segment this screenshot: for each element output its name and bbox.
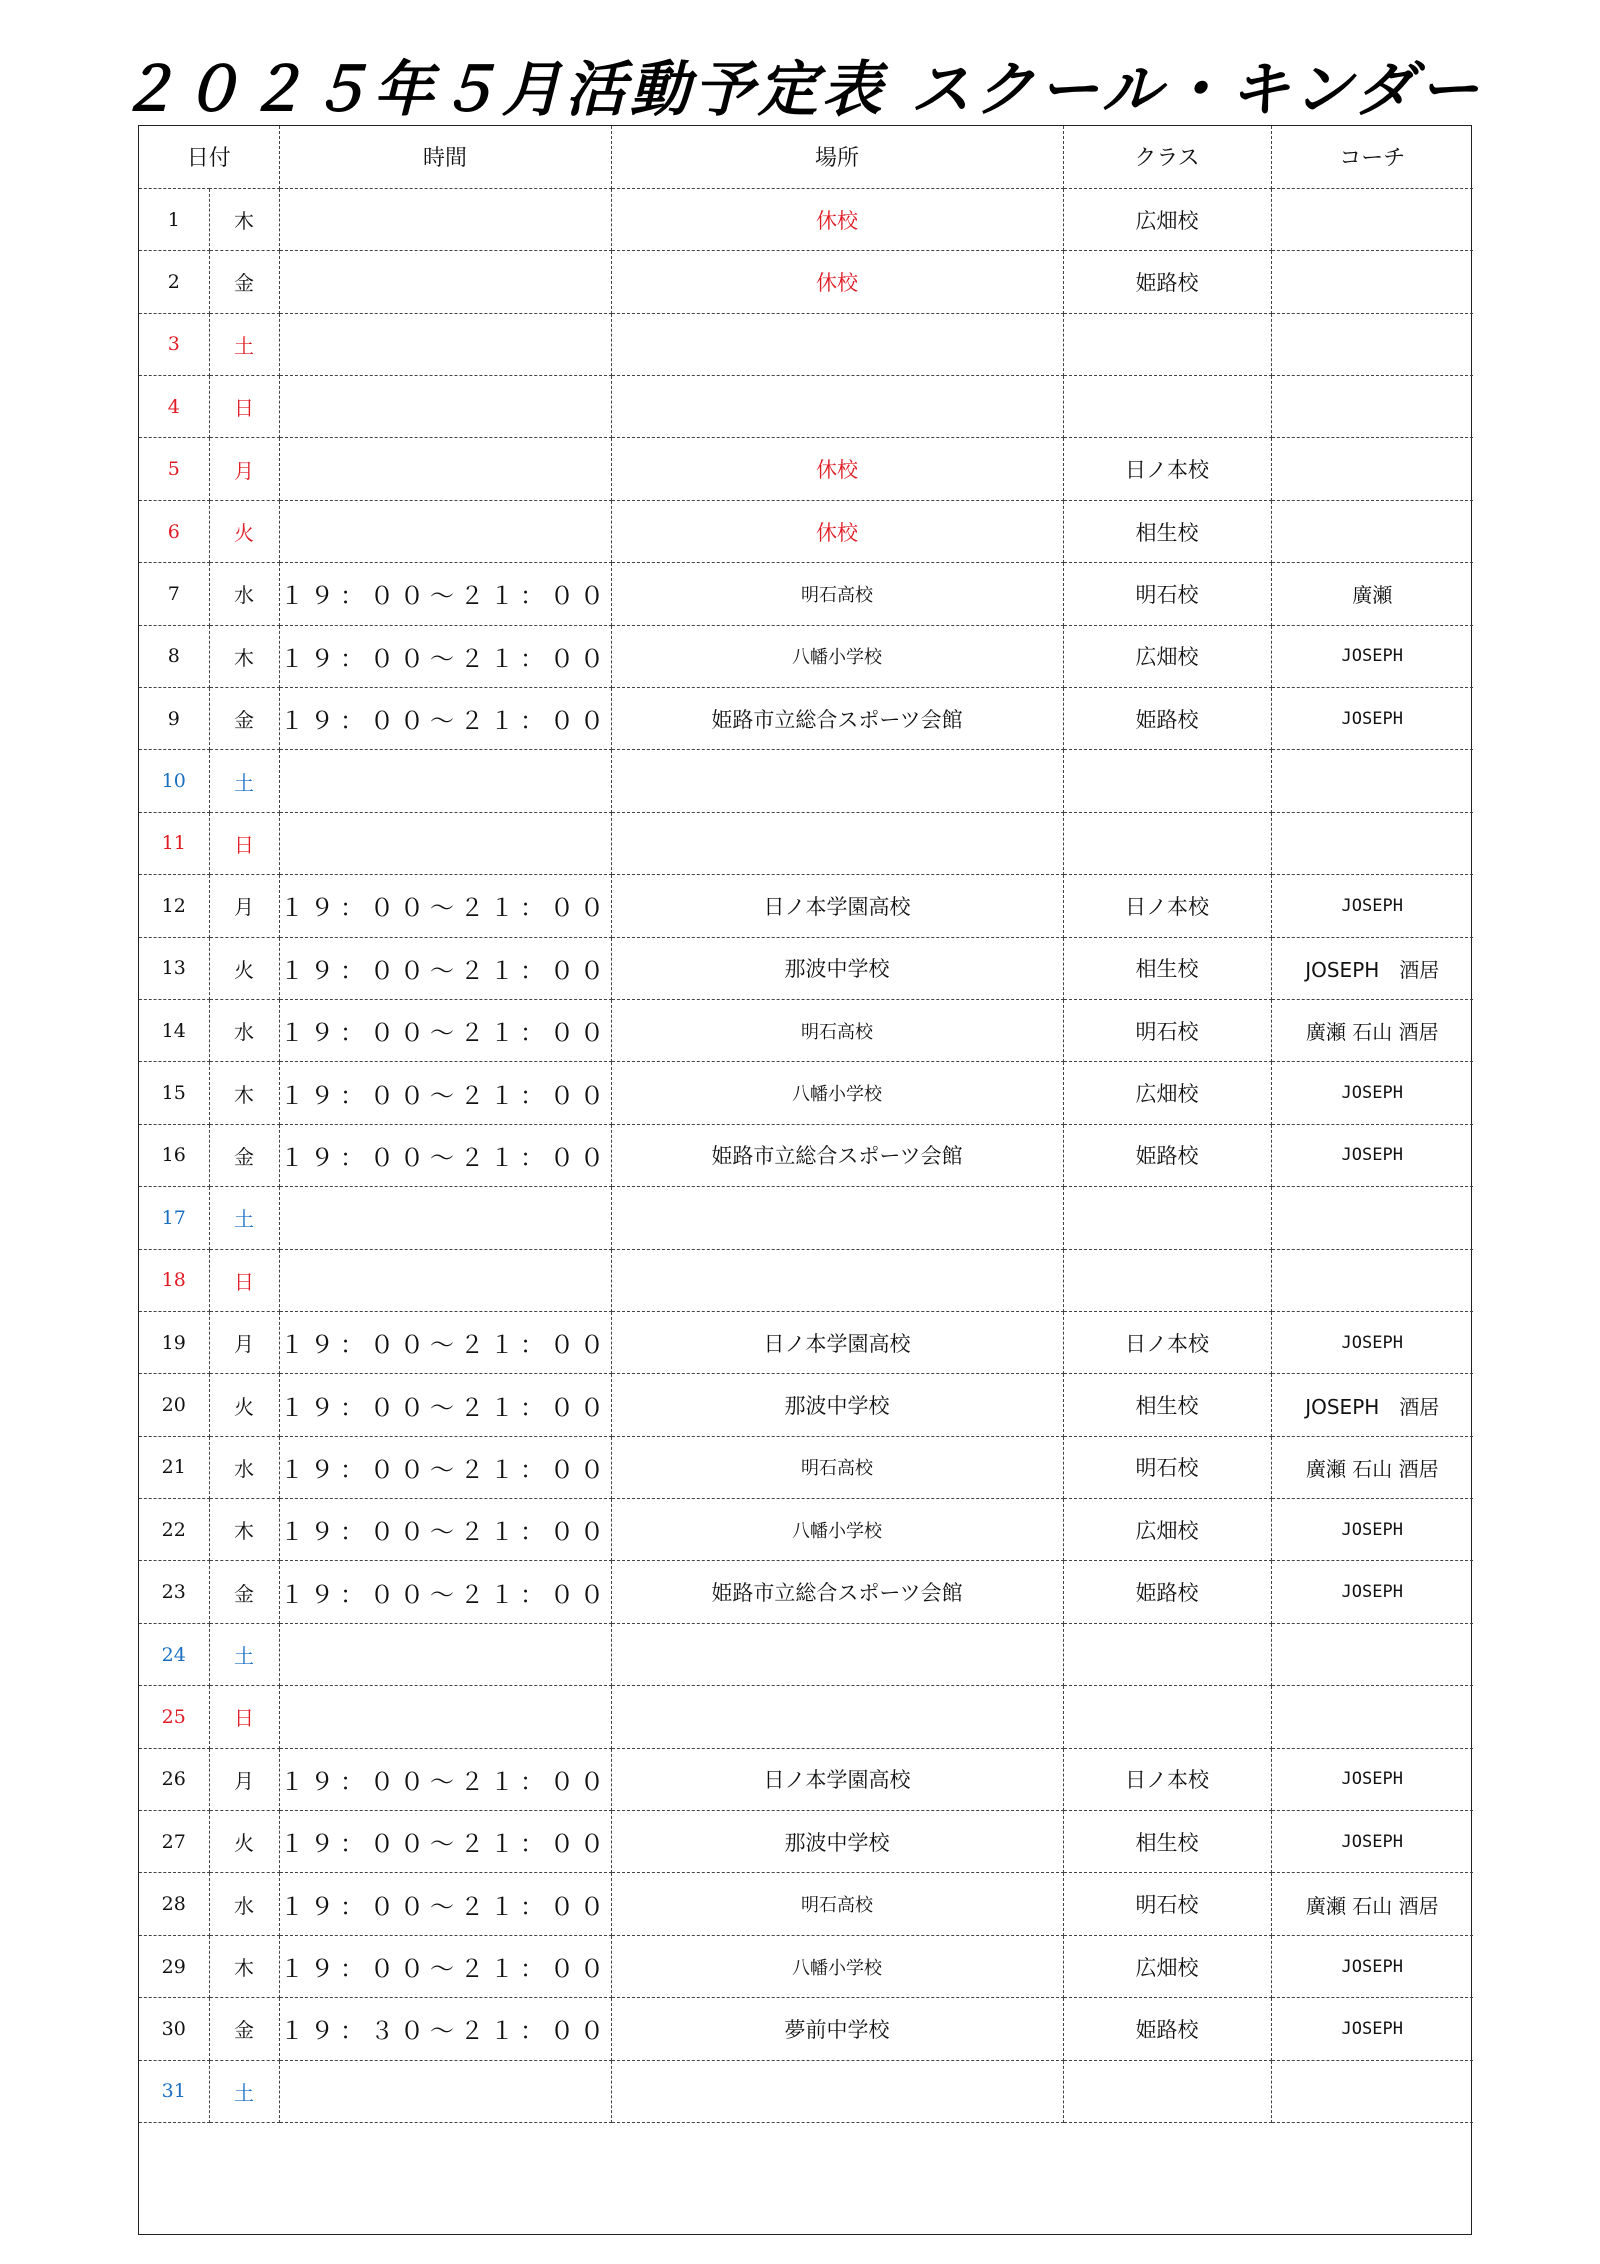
place-cell: 明石高校 (611, 1873, 1063, 1935)
time-cell (279, 251, 611, 313)
day-number-cell: 18 (139, 1249, 209, 1311)
coach-cell: 廣瀬 石山 酒居 (1271, 1873, 1473, 1935)
day-of-week-cell: 月 (209, 1311, 279, 1373)
place-cell: 休校 (611, 188, 1063, 250)
day-of-week-cell: 水 (209, 1873, 279, 1935)
day-number-cell: 16 (139, 1124, 209, 1186)
coach-cell: JOSEPH (1271, 1748, 1473, 1810)
table-row (139, 1623, 1473, 1685)
day-number-cell: 13 (139, 937, 209, 999)
table-row (139, 1436, 1473, 1498)
place-cell (611, 750, 1063, 812)
time-cell: １９：００～２１：００ (279, 1062, 611, 1124)
place-cell (611, 2060, 1063, 2122)
class-cell: 明石校 (1063, 1436, 1271, 1498)
time-cell (279, 313, 611, 375)
class-cell: 相生校 (1063, 1811, 1271, 1873)
coach-cell: JOSEPH 酒居 (1271, 937, 1473, 999)
table-row (139, 1935, 1473, 1997)
place-cell: 姫路市立総合スポーツ会館 (611, 1561, 1063, 1623)
time-cell: １９：００～２１：００ (279, 1499, 611, 1561)
table-row (139, 188, 1473, 250)
class-cell: 明石校 (1063, 999, 1271, 1061)
table-row (139, 1811, 1473, 1873)
coach-cell (1271, 376, 1473, 438)
class-cell (1063, 1187, 1271, 1249)
header-place: 場所 (611, 126, 1063, 188)
day-of-week-cell: 月 (209, 875, 279, 937)
coach-cell (1271, 500, 1473, 562)
day-of-week-cell: 月 (209, 438, 279, 500)
coach-cell (1271, 812, 1473, 874)
day-of-week-cell: 木 (209, 1499, 279, 1561)
place-cell: 休校 (611, 500, 1063, 562)
table-row (139, 937, 1473, 999)
header-time: 時間 (279, 126, 611, 188)
time-cell: １９：００～２１：００ (279, 999, 611, 1061)
day-of-week-cell: 土 (209, 750, 279, 812)
coach-cell (1271, 251, 1473, 313)
table-row (139, 251, 1473, 313)
table-row (139, 1311, 1473, 1373)
place-cell: 八幡小学校 (611, 1935, 1063, 1997)
class-cell (1063, 750, 1271, 812)
class-cell: 広畑校 (1063, 625, 1271, 687)
coach-cell: JOSEPH 酒居 (1271, 1374, 1473, 1436)
time-cell: １９：００～２１：００ (279, 875, 611, 937)
class-cell: 日ノ本校 (1063, 1748, 1271, 1810)
coach-cell (1271, 188, 1473, 250)
place-cell: 明石高校 (611, 563, 1063, 625)
place-cell: 那波中学校 (611, 1374, 1063, 1436)
class-cell: 広畑校 (1063, 1062, 1271, 1124)
day-of-week-cell: 日 (209, 1686, 279, 1748)
header-date: 日付 (139, 126, 279, 188)
coach-cell: 廣瀬 石山 酒居 (1271, 999, 1473, 1061)
time-cell (279, 2060, 611, 2122)
day-number-cell: 9 (139, 688, 209, 750)
day-of-week-cell: 土 (209, 313, 279, 375)
coach-cell: JOSEPH (1271, 1062, 1473, 1124)
day-number-cell: 23 (139, 1561, 209, 1623)
place-cell (611, 1623, 1063, 1685)
coach-cell (1271, 438, 1473, 500)
coach-cell: JOSEPH (1271, 1311, 1473, 1373)
place-cell: 八幡小学校 (611, 625, 1063, 687)
time-cell (279, 1249, 611, 1311)
place-cell: 日ノ本学園高校 (611, 1311, 1063, 1373)
class-cell: 日ノ本校 (1063, 1311, 1271, 1373)
table-row (139, 2060, 1473, 2122)
day-number-cell: 29 (139, 1935, 209, 1997)
time-cell: １９：００～２１：００ (279, 1935, 611, 1997)
day-number-cell: 19 (139, 1311, 209, 1373)
schedule-table (139, 126, 1473, 2237)
time-cell (279, 812, 611, 874)
schedule-body (139, 188, 1473, 2122)
place-cell: 明石高校 (611, 1436, 1063, 1498)
time-cell (279, 1686, 611, 1748)
day-number-cell: 30 (139, 1998, 209, 2060)
class-cell: 明石校 (1063, 563, 1271, 625)
day-of-week-cell: 土 (209, 1623, 279, 1685)
class-cell: 明石校 (1063, 1873, 1271, 1935)
time-cell: １９：００～２１：００ (279, 1436, 611, 1498)
coach-cell (1271, 2060, 1473, 2122)
table-row (139, 563, 1473, 625)
coach-cell (1271, 1623, 1473, 1685)
time-cell: １９：００～２１：００ (279, 937, 611, 999)
place-cell: 姫路市立総合スポーツ会館 (611, 688, 1063, 750)
day-number-cell: 8 (139, 625, 209, 687)
table-row (139, 1249, 1473, 1311)
day-number-cell: 6 (139, 500, 209, 562)
coach-cell: JOSEPH (1271, 1561, 1473, 1623)
day-of-week-cell: 木 (209, 1935, 279, 1997)
coach-cell: JOSEPH (1271, 1998, 1473, 2060)
place-cell: 休校 (611, 438, 1063, 500)
place-cell (611, 376, 1063, 438)
coach-cell: JOSEPH (1271, 688, 1473, 750)
time-cell: １９：００～２１：００ (279, 1811, 611, 1873)
day-of-week-cell: 金 (209, 251, 279, 313)
header-row (139, 126, 1473, 188)
time-cell (279, 188, 611, 250)
time-cell: １９：００～２１：００ (279, 688, 611, 750)
time-cell: １９：００～２１：００ (279, 1311, 611, 1373)
day-of-week-cell: 火 (209, 937, 279, 999)
day-number-cell: 26 (139, 1748, 209, 1810)
day-number-cell: 5 (139, 438, 209, 500)
time-cell (279, 500, 611, 562)
time-cell: １９：００～２１：００ (279, 563, 611, 625)
day-of-week-cell: 水 (209, 1436, 279, 1498)
day-of-week-cell: 土 (209, 1187, 279, 1249)
table-row (139, 1187, 1473, 1249)
time-cell: １９：３０～２１：００ (279, 1998, 611, 2060)
coach-cell (1271, 1187, 1473, 1249)
table-row (139, 500, 1473, 562)
day-of-week-cell: 日 (209, 1249, 279, 1311)
class-cell (1063, 1623, 1271, 1685)
table-row (139, 1062, 1473, 1124)
table-row (139, 1499, 1473, 1561)
table-row (139, 313, 1473, 375)
time-cell (279, 376, 611, 438)
place-cell (611, 1187, 1063, 1249)
time-cell: １９：００～２１：００ (279, 1748, 611, 1810)
class-cell: 相生校 (1063, 937, 1271, 999)
day-number-cell: 22 (139, 1499, 209, 1561)
day-of-week-cell: 金 (209, 1998, 279, 2060)
coach-cell (1271, 1249, 1473, 1311)
table-row (139, 688, 1473, 750)
place-cell: 日ノ本学園高校 (611, 1748, 1063, 1810)
coach-cell (1271, 313, 1473, 375)
day-number-cell: 24 (139, 1623, 209, 1685)
day-number-cell: 7 (139, 563, 209, 625)
time-cell: １９：００～２１：００ (279, 1124, 611, 1186)
day-number-cell: 11 (139, 812, 209, 874)
day-number-cell: 3 (139, 313, 209, 375)
time-cell: １９：００～２１：００ (279, 1374, 611, 1436)
coach-cell (1271, 1686, 1473, 1748)
table-row (139, 750, 1473, 812)
class-cell: 姫路校 (1063, 688, 1271, 750)
day-of-week-cell: 金 (209, 688, 279, 750)
schedule-sheet (138, 125, 1472, 2235)
notes-area (139, 2123, 1473, 2237)
class-cell: 姫路校 (1063, 251, 1271, 313)
notes-row (139, 2123, 1473, 2237)
day-of-week-cell: 日 (209, 376, 279, 438)
day-number-cell: 4 (139, 376, 209, 438)
class-cell (1063, 812, 1271, 874)
day-of-week-cell: 月 (209, 1748, 279, 1810)
day-of-week-cell: 土 (209, 2060, 279, 2122)
class-cell (1063, 1249, 1271, 1311)
table-row (139, 999, 1473, 1061)
table-row (139, 376, 1473, 438)
table-row (139, 1998, 1473, 2060)
class-cell: 日ノ本校 (1063, 438, 1271, 500)
time-cell: １９：００～２１：００ (279, 1561, 611, 1623)
coach-cell: JOSEPH (1271, 1935, 1473, 1997)
class-cell: 相生校 (1063, 500, 1271, 562)
day-of-week-cell: 木 (209, 188, 279, 250)
day-number-cell: 12 (139, 875, 209, 937)
day-of-week-cell: 火 (209, 1811, 279, 1873)
coach-cell: JOSEPH (1271, 875, 1473, 937)
place-cell: 八幡小学校 (611, 1499, 1063, 1561)
table-row (139, 1561, 1473, 1623)
table-row (139, 875, 1473, 937)
time-cell: １９：００～２１：００ (279, 1873, 611, 1935)
day-number-cell: 25 (139, 1686, 209, 1748)
place-cell (611, 812, 1063, 874)
class-cell: 姫路校 (1063, 1561, 1271, 1623)
day-number-cell: 14 (139, 999, 209, 1061)
table-row (139, 812, 1473, 874)
place-cell: 夢前中学校 (611, 1998, 1063, 2060)
coach-cell (1271, 750, 1473, 812)
time-cell (279, 1187, 611, 1249)
class-cell (1063, 313, 1271, 375)
day-number-cell: 20 (139, 1374, 209, 1436)
place-cell: 那波中学校 (611, 1811, 1063, 1873)
header-class: クラス (1063, 126, 1271, 188)
day-number-cell: 31 (139, 2060, 209, 2122)
coach-cell: 廣瀬 石山 酒居 (1271, 1436, 1473, 1498)
place-cell: 那波中学校 (611, 937, 1063, 999)
place-cell: 休校 (611, 251, 1063, 313)
class-cell: 相生校 (1063, 1374, 1271, 1436)
day-number-cell: 2 (139, 251, 209, 313)
day-number-cell: 28 (139, 1873, 209, 1935)
class-cell: 日ノ本校 (1063, 875, 1271, 937)
time-cell (279, 1623, 611, 1685)
coach-cell: JOSEPH (1271, 1811, 1473, 1873)
table-row (139, 1374, 1473, 1436)
table-row (139, 625, 1473, 687)
day-of-week-cell: 日 (209, 812, 279, 874)
coach-cell: JOSEPH (1271, 1124, 1473, 1186)
table-row (139, 1124, 1473, 1186)
coach-cell: JOSEPH (1271, 1499, 1473, 1561)
day-of-week-cell: 火 (209, 500, 279, 562)
class-cell: 広畑校 (1063, 1935, 1271, 1997)
coach-cell: 廣瀬 (1271, 563, 1473, 625)
time-cell (279, 750, 611, 812)
day-number-cell: 17 (139, 1187, 209, 1249)
table-row (139, 1873, 1473, 1935)
place-cell (611, 1249, 1063, 1311)
day-number-cell: 21 (139, 1436, 209, 1498)
coach-cell: JOSEPH (1271, 625, 1473, 687)
page-title: ２０２５年５月活動予定表 スクール・キンダー (117, 55, 1483, 125)
class-cell: 広畑校 (1063, 1499, 1271, 1561)
time-cell: １９：００～２１：００ (279, 625, 611, 687)
day-of-week-cell: 金 (209, 1561, 279, 1623)
class-cell (1063, 2060, 1271, 2122)
place-cell: 八幡小学校 (611, 1062, 1063, 1124)
place-cell (611, 313, 1063, 375)
class-cell: 広畑校 (1063, 188, 1271, 250)
table-row (139, 438, 1473, 500)
class-cell (1063, 376, 1271, 438)
class-cell (1063, 1686, 1271, 1748)
day-of-week-cell: 火 (209, 1374, 279, 1436)
place-cell: 姫路市立総合スポーツ会館 (611, 1124, 1063, 1186)
day-number-cell: 15 (139, 1062, 209, 1124)
day-of-week-cell: 木 (209, 625, 279, 687)
day-of-week-cell: 木 (209, 1062, 279, 1124)
class-cell: 姫路校 (1063, 1998, 1271, 2060)
day-of-week-cell: 水 (209, 563, 279, 625)
place-cell (611, 1686, 1063, 1748)
header-coach: コーチ (1271, 126, 1473, 188)
place-cell: 日ノ本学園高校 (611, 875, 1063, 937)
day-number-cell: 1 (139, 188, 209, 250)
class-cell: 姫路校 (1063, 1124, 1271, 1186)
day-number-cell: 10 (139, 750, 209, 812)
place-cell: 明石高校 (611, 999, 1063, 1061)
time-cell (279, 438, 611, 500)
table-row (139, 1748, 1473, 1810)
day-of-week-cell: 金 (209, 1124, 279, 1186)
day-number-cell: 27 (139, 1811, 209, 1873)
day-of-week-cell: 水 (209, 999, 279, 1061)
table-row (139, 1686, 1473, 1748)
